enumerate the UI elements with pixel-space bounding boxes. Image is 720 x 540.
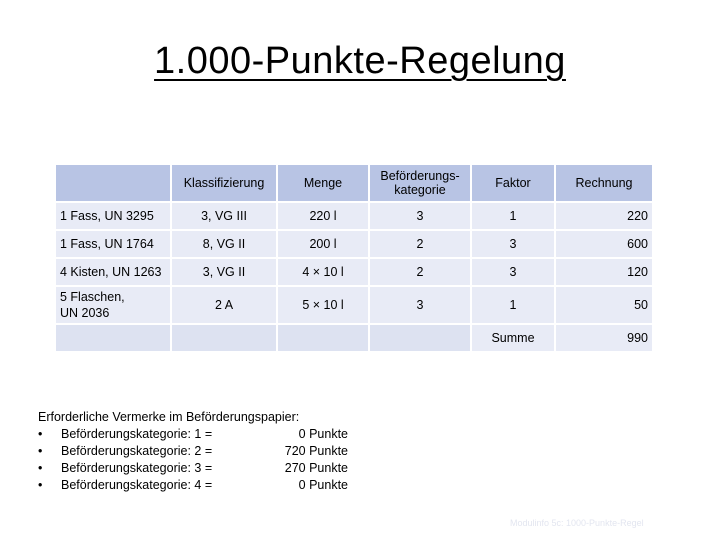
header-cell-quantity: Menge	[278, 165, 368, 201]
list-item	[38, 443, 348, 460]
bullet-icon: •	[38, 427, 43, 441]
table-row	[56, 203, 652, 229]
calculation-table	[54, 163, 654, 353]
bullet-icon: •	[38, 444, 43, 458]
row-quantity: 220 l	[278, 203, 368, 229]
note-value: 270 Punkte	[284, 461, 348, 475]
note-label: Beförderungskategorie: 1 =	[61, 427, 213, 441]
list-item	[38, 426, 348, 443]
table-header-row	[56, 165, 652, 201]
row-classification: 2 A	[172, 287, 276, 323]
row-label: 1 Fass, UN 3295	[56, 203, 170, 229]
notes-list	[38, 426, 348, 494]
slide-title-text: 1.000-Punkte-Regelung	[154, 40, 566, 82]
sum-row-empty-cell	[172, 325, 276, 351]
table-row	[56, 259, 652, 285]
required-notes	[38, 409, 348, 494]
row-result: 600	[556, 231, 652, 257]
sum-row	[56, 325, 652, 351]
header-cell-empty	[56, 165, 170, 201]
row-label: 4 Kisten, UN 1263	[56, 259, 170, 285]
slide-footer: Modulinfo 5c: 1000-Punkte-Regel	[510, 518, 644, 528]
note-label: Beförderungskategorie: 4 =	[61, 478, 213, 492]
list-item	[38, 460, 348, 477]
note-value: 0 Punkte	[298, 427, 348, 441]
row-result: 220	[556, 203, 652, 229]
row-category: 3	[370, 203, 470, 229]
header-cell-transport-category: Beförderungs- kategorie	[370, 165, 470, 201]
row-classification: 8, VG II	[172, 231, 276, 257]
notes-heading: Erforderliche Vermerke im Beförderungspapier:	[38, 410, 300, 424]
sum-label: Summe	[472, 325, 554, 351]
note-value: 0 Punkte	[298, 478, 348, 492]
list-item	[38, 477, 348, 494]
row-factor: 3	[472, 259, 554, 285]
row-factor: 1	[472, 203, 554, 229]
row-category: 2	[370, 231, 470, 257]
sum-value: 990	[556, 325, 652, 351]
table-row	[56, 287, 652, 323]
bullet-icon: •	[38, 461, 43, 475]
row-label: 5 Flaschen, UN 2036	[56, 287, 170, 323]
bullet-icon: •	[38, 478, 43, 492]
row-result: 50	[556, 287, 652, 323]
table-row	[56, 231, 652, 257]
sum-row-empty-cell	[56, 325, 170, 351]
row-classification: 3, VG III	[172, 203, 276, 229]
row-category: 2	[370, 259, 470, 285]
row-category: 3	[370, 287, 470, 323]
row-quantity: 200 l	[278, 231, 368, 257]
sum-row-empty-cell	[278, 325, 368, 351]
note-label: Beförderungskategorie: 3 =	[61, 461, 213, 475]
note-label: Beförderungskategorie: 2 =	[61, 444, 213, 458]
sum-row-empty-cell	[370, 325, 470, 351]
header-cell-factor: Faktor	[472, 165, 554, 201]
row-classification: 3, VG II	[172, 259, 276, 285]
row-quantity: 4 × 10 l	[278, 259, 368, 285]
row-result: 120	[556, 259, 652, 285]
header-cell-classification: Klassifizierung	[172, 165, 276, 201]
row-factor: 1	[472, 287, 554, 323]
row-label: 1 Fass, UN 1764	[56, 231, 170, 257]
row-quantity: 5 × 10 l	[278, 287, 368, 323]
slide-title	[0, 40, 720, 83]
row-factor: 3	[472, 231, 554, 257]
note-value: 720 Punkte	[284, 444, 348, 458]
header-cell-calculation: Rechnung	[556, 165, 652, 201]
